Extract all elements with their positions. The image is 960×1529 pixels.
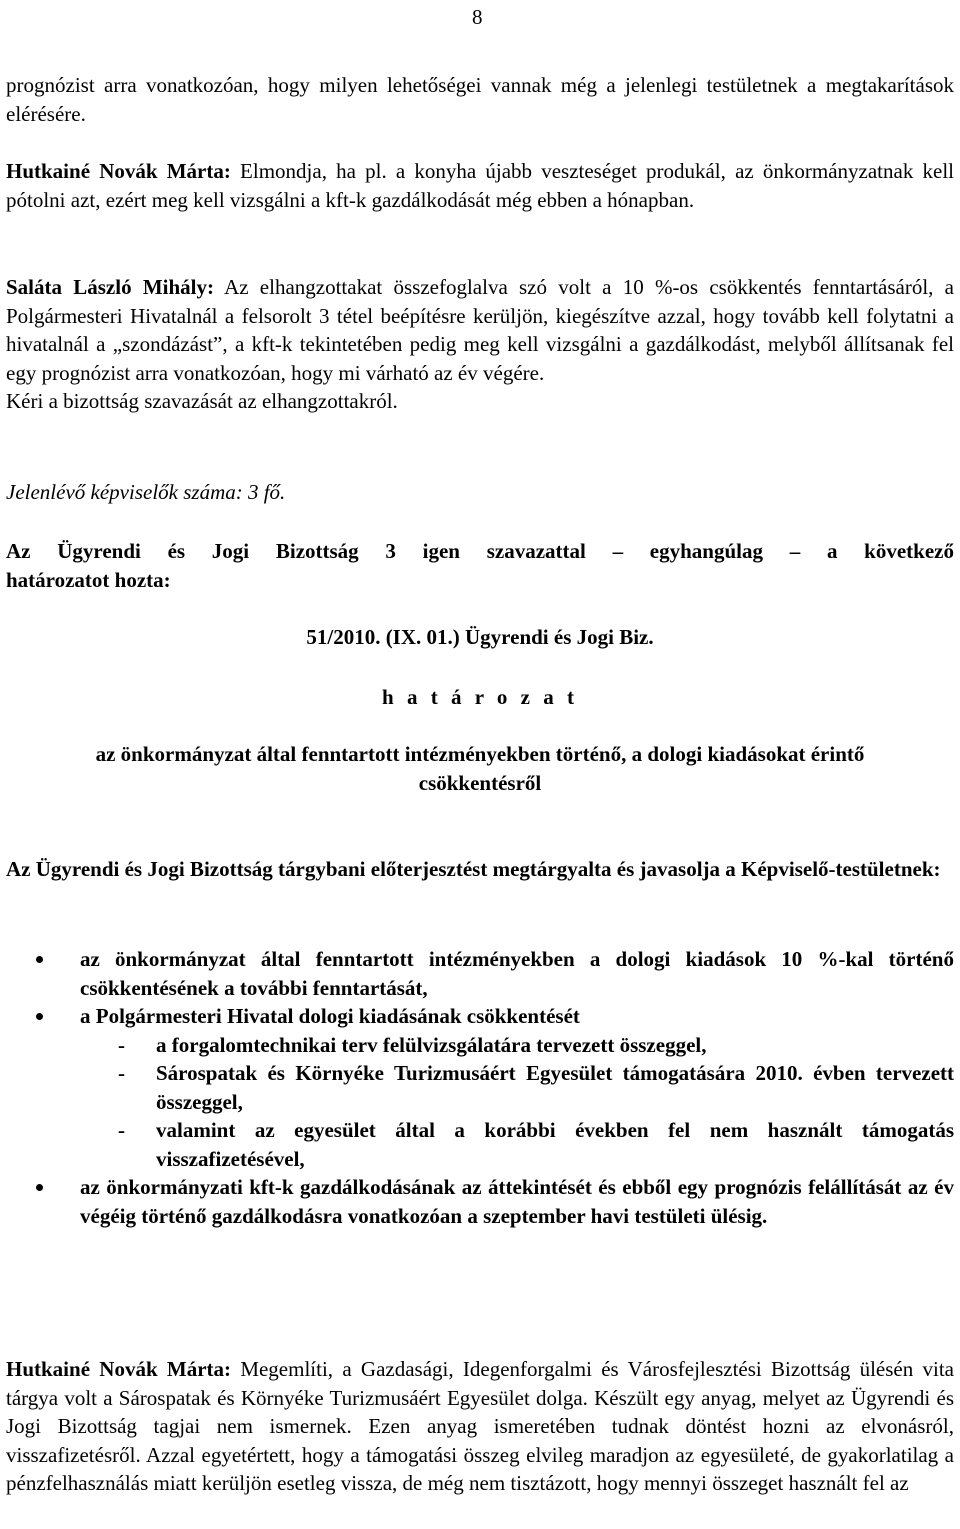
paragraph-text: prognózist arra vonatkozóan, hogy milyen lehetőségei vannak még a jelenlegi testületnek a megtakarítások elérésére. bbox=[6, 73, 954, 126]
paragraph-text-request: Kéri a bizottság szavazását az elhangzottakról. bbox=[6, 389, 398, 413]
attendance-line: Jelenlévő képviselők száma: 3 fő. bbox=[6, 480, 286, 504]
dash-item: - Sárospatak és Környéke Turizmusáért Egyesület támogatására 2010. évben tervezett összeggel, bbox=[118, 1061, 954, 1114]
dash-marker: - bbox=[118, 1032, 125, 1057]
vote-line-1: Az Ügyrendi és Jogi Bizottság 3 igen szavazattal – egyhangúlag – a következő bbox=[6, 539, 954, 563]
speaker-name: Saláta László Mihály: bbox=[6, 275, 214, 299]
paragraph-prognosis bbox=[6, 71, 954, 128]
resolution-subject-line-2: csökkentésről bbox=[418, 770, 542, 795]
vote-statement bbox=[6, 537, 954, 594]
resolution-subject bbox=[6, 740, 954, 797]
paragraph-salata bbox=[6, 273, 954, 416]
dash-marker: - bbox=[118, 1061, 125, 1085]
resolution-heading: h a t á r o z a t bbox=[382, 685, 578, 709]
speaker-name: Hutkainé Novák Márta: bbox=[6, 159, 231, 183]
vote-line-2: határozatot hozta: bbox=[6, 567, 171, 592]
bullet-item: az önkormányzat által fenntartott intézményekben a dologi kiadások 10 %-kal történő csökkentésének a további fenntartását, bbox=[6, 945, 954, 1002]
speaker-name: Hutkainé Novák Márta: bbox=[6, 1357, 232, 1381]
resolution-list bbox=[6, 945, 954, 1230]
resolution-subject-line-1: az önkormányzat által fenntartott intézményekben történő, a dologi kiadásokat érintő bbox=[95, 742, 865, 766]
dash-marker: - bbox=[118, 1118, 125, 1142]
resolution-number: 51/2010. (IX. 01.) Ügyrendi és Jogi Biz. bbox=[306, 625, 654, 649]
paragraph-hutkaine-1 bbox=[6, 157, 954, 214]
page-number: 8 bbox=[472, 5, 483, 29]
paragraph-text: Megemlíti, a Gazdasági, Idegenforgalmi és Városfejlesztési Bizottság ülésén vita tárgya volt a Sárospatak és Környéke Turizmusáért Egyesület dolga. Készült egy anyag, melyet az Ügyrendi és Jogi Bizottság tagjai nem ismernek. Ezen anyag ismeretében tudnak döntést hozni az elvonásról, visszafizetésről. Azzal egyetértett, hogy a támogatási összeg elvileg maradjon az egyesületé, de gyakorlatilag a pénzfelhasználás miatt kerüljön esetleg vissza, de még nem tisztázott, hogy mennyi összeget használt fel az bbox=[6, 1357, 955, 1495]
paragraph-text: Elmondja, ha pl. a konyha újabb veszteséget produkál, az önkormányzatnak kell pótolni azt, ezért meg kell vizsgálni a kft-k gazdálkodását még ebben a hónapban. bbox=[6, 159, 954, 212]
dash-item: - valamint az egyesület által a korábbi években fel nem használt támogatás visszafizetésével, bbox=[118, 1118, 954, 1171]
bullet-item: a Polgármesteri Hivatal dologi kiadásának csökkentését - a forgalomtechnikai terv felülvizsgálatára tervezett összeggel, - Sárospatak és Környéke Turizmusáért Egyesület támogatására 2010. évben tervezett összeggel, - valamint az egyesület által a korábbi években fel nem használt támogatás visszafizetésével, bbox=[6, 1002, 954, 1173]
resolution-intro-text: Az Ügyrendi és Jogi Bizottság tárgybani előterjesztést megtárgyalta és javasolja a Képviselő-testületnek: bbox=[6, 857, 941, 881]
dash-item: - a forgalomtechnikai terv felülvizsgálatára tervezett összeggel, bbox=[6, 1031, 954, 1060]
resolution-intro bbox=[6, 855, 954, 884]
paragraph-text: Az elhangzottakat összefoglalva szó volt a 10 %-os csökkentés fenntartásáról, a Polgármesteri Hivatalnál a felsorolt 3 tétel beépítésre kerüljön, kiegészítve azzal, hogy tovább kell folytatni a hivatalnál a „szondázást”, a kft-k tekintetében pedig meg kell vizsgálni a gazdálkodást, melyből állítsanak fel egy prognózist arra vonatkozóan, hogy mi várható az év végére. bbox=[6, 275, 954, 385]
bullet-item: az önkormányzati kft-k gazdálkodásának az áttekintését és ebből egy prognózis felállítását az év végéig történő gazdálkodásra vonatkozóan a szeptember havi testületi ülésig. bbox=[6, 1173, 954, 1230]
paragraph-hutkaine-2 bbox=[6, 1355, 954, 1498]
